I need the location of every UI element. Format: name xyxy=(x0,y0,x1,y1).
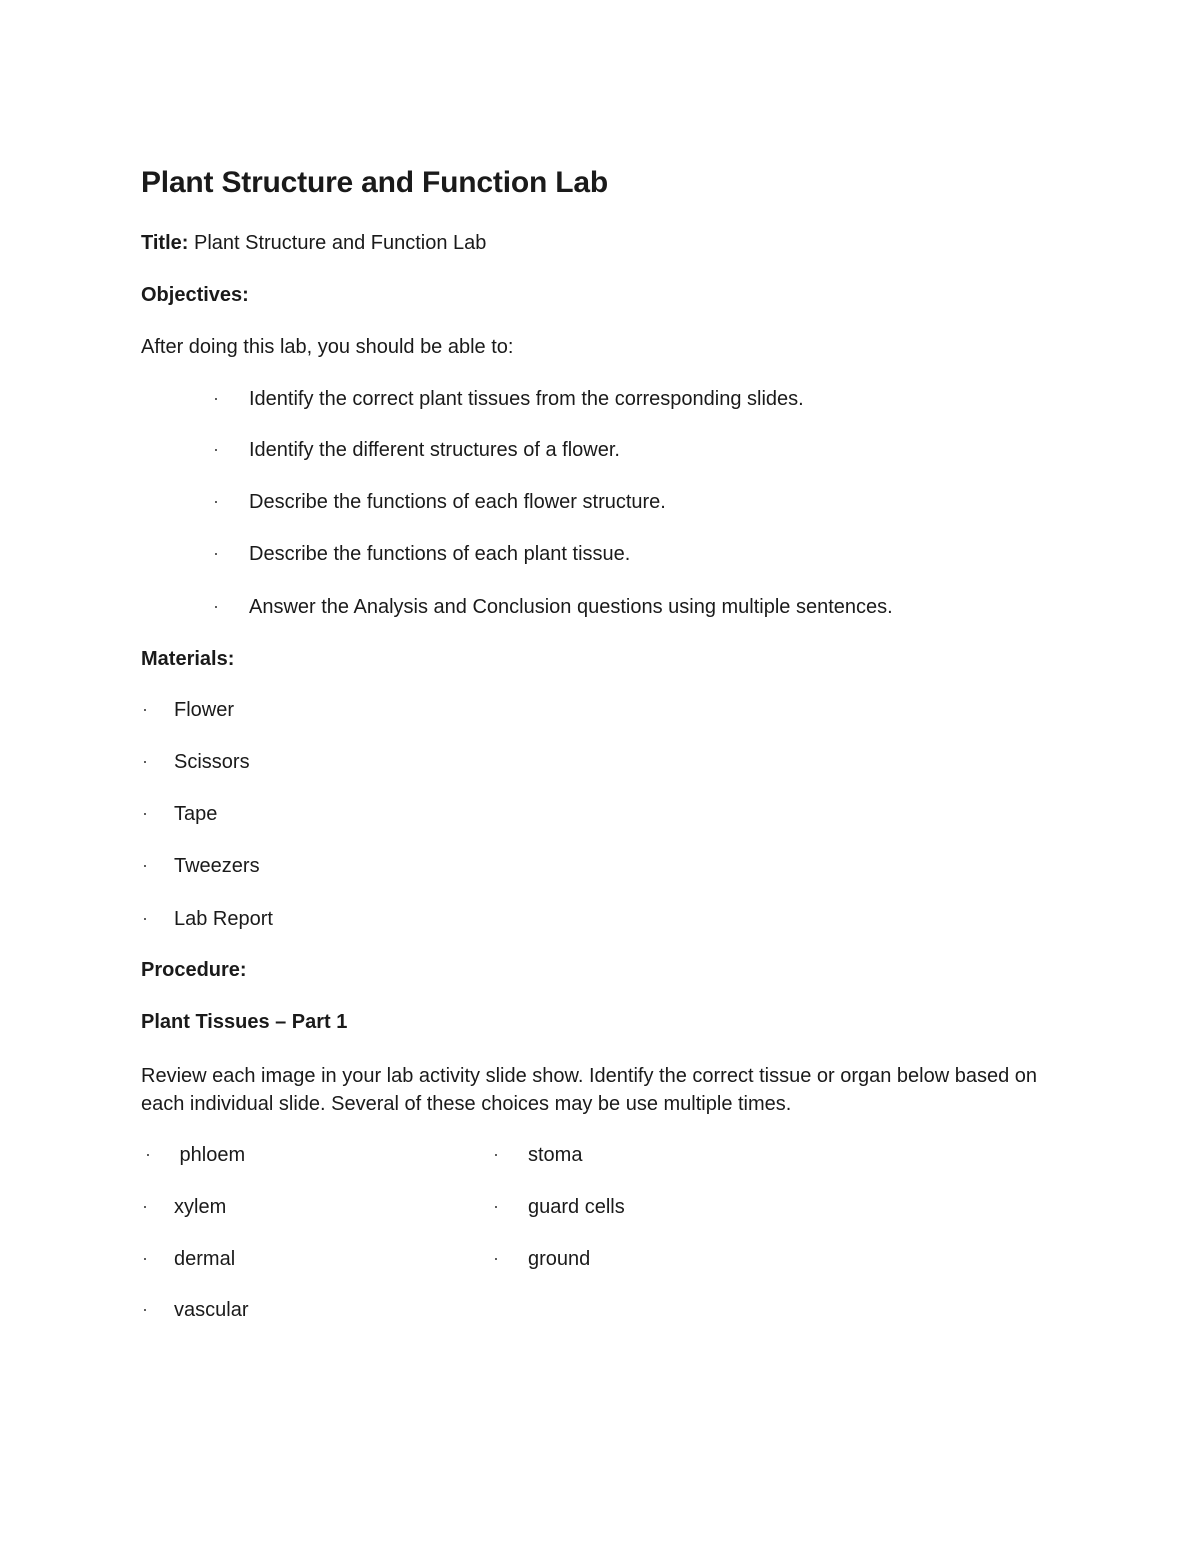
title-value: Plant Structure and Function Lab xyxy=(188,232,487,254)
objective-item: Describe the functions of each flower structure. xyxy=(249,491,666,513)
choice-item: ground xyxy=(528,1248,591,1270)
objective-item: Describe the functions of each plant tissue. xyxy=(249,543,631,565)
objective-item: Identify the correct plant tissues from the corresponding slides. xyxy=(249,388,804,410)
bullet-icon: · xyxy=(493,1144,499,1164)
bullet-icon: · xyxy=(142,803,148,823)
material-item: Lab Report xyxy=(174,908,273,930)
choice-item: xylem xyxy=(174,1196,227,1218)
choice-item: dermal xyxy=(174,1248,236,1270)
procedure-heading: Procedure: xyxy=(141,959,247,981)
bullet-icon: · xyxy=(142,699,148,719)
material-item: Scissors xyxy=(174,751,250,773)
materials-heading: Materials: xyxy=(141,648,235,670)
objectives-heading: Objectives: xyxy=(141,284,249,306)
part1-paragraph: Review each image in your lab activity slide show. Identify the correct tissue or organ below based on each individual slide. Several of these choices may be use multiple times. xyxy=(141,1065,1038,1115)
choice-item: guard cells xyxy=(528,1196,625,1218)
title-label: Title: xyxy=(141,232,189,254)
bullet-icon: · xyxy=(213,543,219,563)
choice-item: vascular xyxy=(174,1299,249,1321)
bullet-icon: · xyxy=(213,491,219,511)
bullet-icon: · xyxy=(142,1299,148,1319)
objective-item: Identify the different structures of a flower. xyxy=(249,439,620,461)
bullet-icon: · xyxy=(142,1196,148,1216)
bullet-icon: · xyxy=(213,596,219,616)
bullet-icon: · xyxy=(145,1144,151,1164)
part1-heading: Plant Tissues – Part 1 xyxy=(141,1011,348,1033)
bullet-icon: · xyxy=(493,1248,499,1268)
bullet-icon: · xyxy=(142,908,148,928)
material-item: Tape xyxy=(174,803,218,825)
objectives-intro: After doing this lab, you should be able to: xyxy=(141,336,514,358)
objective-item: Answer the Analysis and Conclusion questions using multiple sentences. xyxy=(249,596,893,618)
material-item: Tweezers xyxy=(174,855,260,877)
choice-item: stoma xyxy=(528,1144,583,1166)
bullet-icon: · xyxy=(142,751,148,771)
bullet-icon: · xyxy=(213,439,219,459)
title-line xyxy=(141,229,486,257)
bullet-icon: · xyxy=(213,388,219,408)
bullet-icon: · xyxy=(142,1248,148,1268)
bullet-icon: · xyxy=(142,855,148,875)
bullet-icon: · xyxy=(493,1196,499,1216)
page-title: Plant Structure and Function Lab xyxy=(141,166,608,199)
choice-item: phloem xyxy=(174,1144,246,1166)
material-item: Flower xyxy=(174,699,235,721)
